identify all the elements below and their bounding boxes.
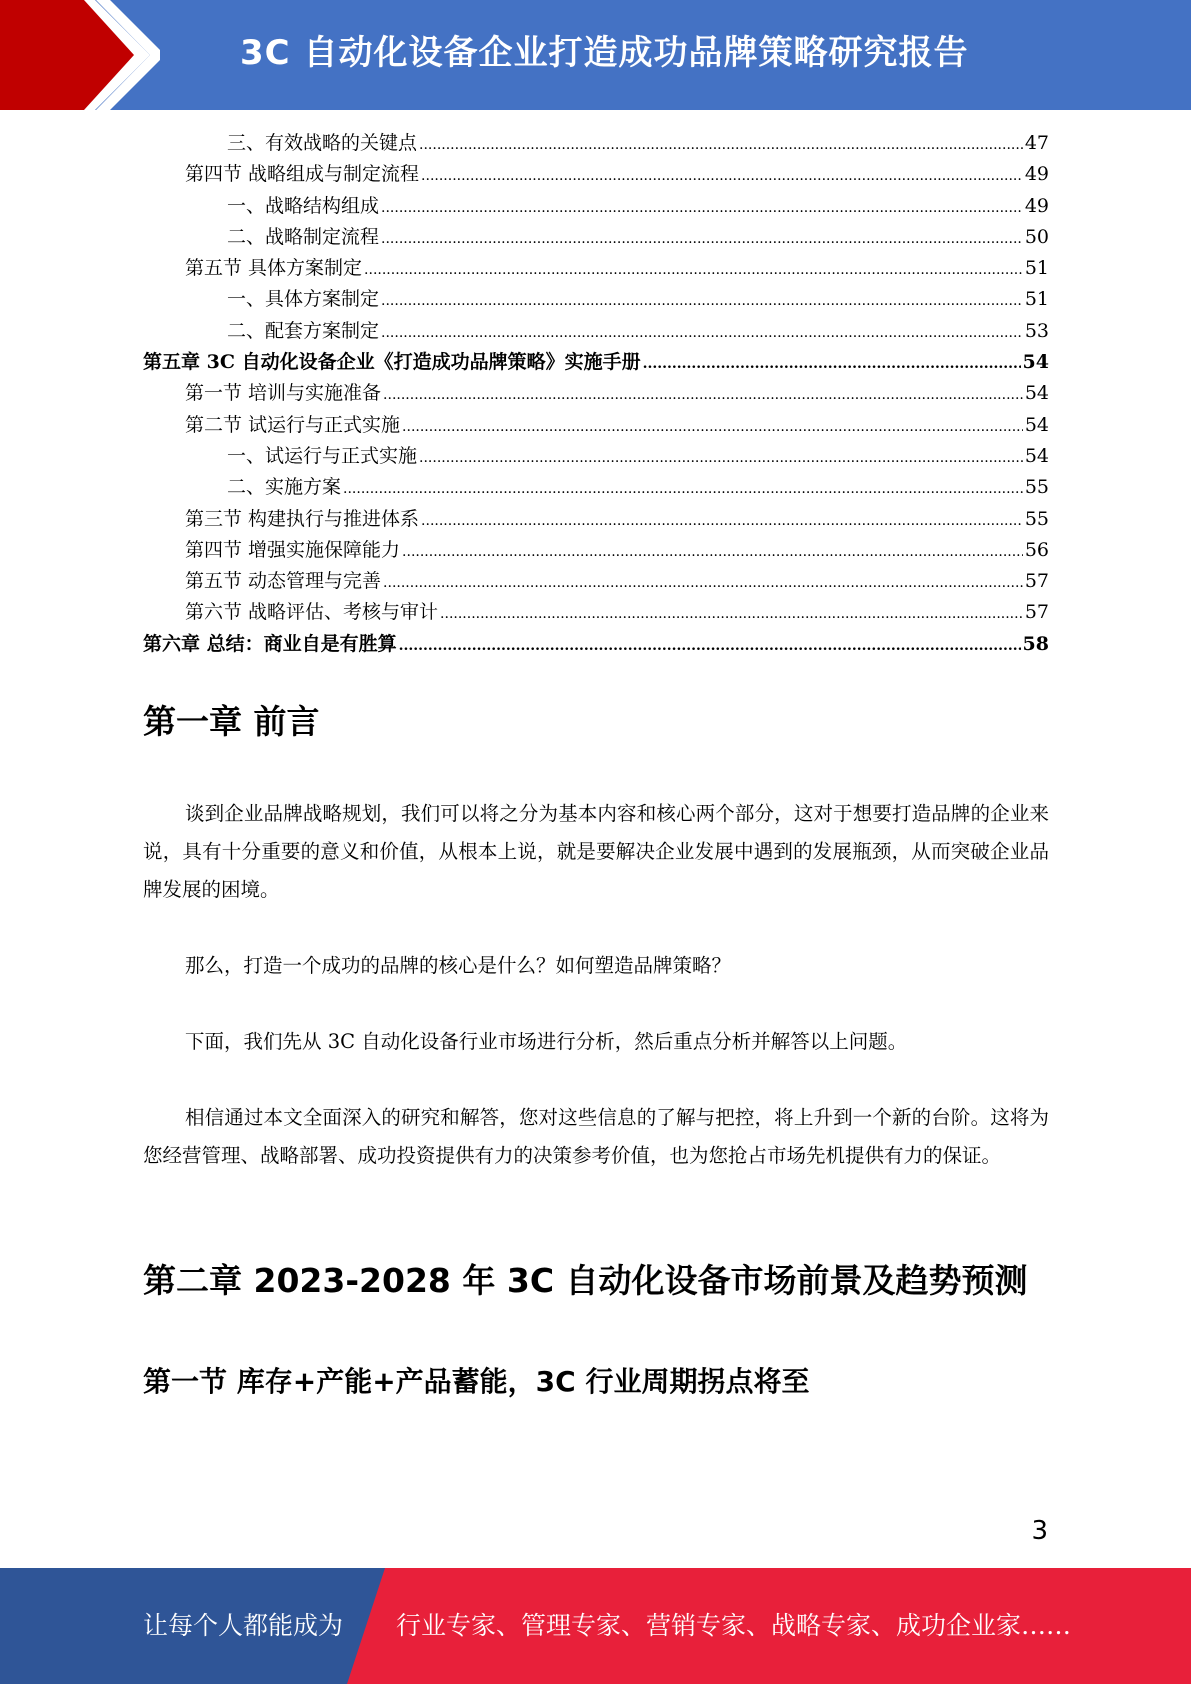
toc-entry-title: 第六章 总结：商业自是有胜算 bbox=[143, 632, 397, 655]
toc-entry[interactable] bbox=[143, 410, 1049, 441]
toc-entry[interactable] bbox=[143, 191, 1049, 222]
toc-dot-leader bbox=[643, 349, 1021, 380]
toc-entry[interactable] bbox=[143, 222, 1049, 253]
toc-dot-leader bbox=[440, 599, 1023, 630]
toc-entry-title: 一、战略结构组成 bbox=[227, 194, 380, 217]
toc-dot-leader bbox=[381, 193, 1023, 224]
toc-page-number: 51 bbox=[1024, 288, 1049, 311]
toc-page-number: 54 bbox=[1024, 444, 1049, 467]
paragraph-2: 那么，打造一个成功的品牌的核心是什么？如何塑造品牌策略？ bbox=[185, 954, 732, 977]
toc-entry[interactable] bbox=[143, 159, 1049, 190]
toc-dot-leader bbox=[343, 474, 1023, 505]
toc-entry[interactable] bbox=[143, 284, 1049, 315]
toc-dot-leader bbox=[399, 631, 1021, 662]
footer-slogan-right: 行业专家、管理专家、营销专家、战略专家、成功企业家…… bbox=[396, 1611, 1072, 1640]
toc-entry-title: 一、具体方案制定 bbox=[227, 288, 380, 311]
toc-page-number: 57 bbox=[1024, 601, 1049, 624]
toc-entry-title: 第一节 培训与实施准备 bbox=[185, 382, 382, 405]
toc-entry[interactable] bbox=[143, 504, 1049, 535]
toc-entry-title: 第五节 动态管理与完善 bbox=[185, 570, 382, 593]
chapter-2-title: 第二章 2023-2028 年 3C 自动化设备市场前景及趋势预测 bbox=[143, 1261, 1028, 1300]
toc-entry-title: 第二节 试运行与正式实施 bbox=[185, 413, 401, 436]
toc-entry[interactable] bbox=[143, 128, 1049, 159]
toc-dot-leader bbox=[402, 537, 1023, 568]
toc-entry-title: 二、配套方案制定 bbox=[227, 319, 380, 342]
toc-entry[interactable] bbox=[143, 472, 1049, 503]
toc-entry[interactable] bbox=[143, 316, 1049, 347]
toc-page-number: 54 bbox=[1022, 351, 1049, 374]
paragraph-1: 谈到企业品牌战略规划，我们可以将之分为基本内容和核心两个部分，这对于想要打造品牌的企业来说，具有十分重要的意义和价值，从根本上说，就是要解决企业发展中遇到的发展瓶颈，从而突破企业品牌发展的困境。 bbox=[143, 802, 1049, 901]
toc-dot-leader bbox=[364, 255, 1023, 286]
toc-dot-leader bbox=[419, 130, 1023, 161]
toc-page-number: 50 bbox=[1024, 225, 1049, 248]
paragraph-4: 相信通过本文全面深入的研究和解答，您对这些信息的了解与把控，将上升到一个新的台阶。这将为您经营管理、战略部署、成功投资提供有力的决策参考价值，也为您抢占市场先机提供有力的保证。 bbox=[143, 1106, 1049, 1167]
toc-dot-leader bbox=[381, 224, 1023, 255]
page-header bbox=[0, 0, 1191, 110]
toc-dot-leader bbox=[381, 286, 1023, 317]
toc-dot-leader bbox=[383, 380, 1023, 411]
toc-entry-title: 第四节 战略组成与制定流程 bbox=[185, 163, 420, 186]
toc-page-number: 55 bbox=[1024, 507, 1049, 530]
toc-page-number: 54 bbox=[1024, 382, 1049, 405]
toc-entry-title: 一、试运行与正式实施 bbox=[227, 444, 418, 467]
toc-dot-leader bbox=[402, 412, 1023, 443]
toc-entry[interactable] bbox=[143, 378, 1049, 409]
toc-entry[interactable] bbox=[143, 629, 1049, 660]
toc-page-number: 51 bbox=[1024, 257, 1049, 280]
toc-page-number: 47 bbox=[1024, 132, 1049, 154]
toc-dot-leader bbox=[421, 506, 1023, 537]
toc-entry-title: 二、实施方案 bbox=[227, 476, 342, 499]
toc-entry-title: 三、有效战略的关键点 bbox=[227, 132, 418, 154]
toc-entry[interactable] bbox=[143, 535, 1049, 566]
toc-entry-title: 二、战略制定流程 bbox=[227, 225, 380, 248]
toc-page-number: 53 bbox=[1024, 319, 1049, 342]
toc-entry[interactable] bbox=[143, 253, 1049, 284]
toc-entry-title: 第五章 3C 自动化设备企业《打造成功品牌策略》实施手册 bbox=[143, 351, 641, 374]
toc-page-number: 55 bbox=[1024, 476, 1049, 499]
toc-dot-leader bbox=[421, 161, 1023, 192]
toc-entry-title: 第四节 增强实施保障能力 bbox=[185, 538, 401, 561]
toc-entry[interactable] bbox=[143, 597, 1049, 628]
page-number: 3 bbox=[1031, 1516, 1048, 1546]
toc-entry[interactable] bbox=[143, 441, 1049, 472]
toc-page-number: 49 bbox=[1024, 163, 1049, 186]
toc-entry[interactable] bbox=[143, 347, 1049, 378]
toc-dot-leader bbox=[381, 318, 1023, 349]
toc-page-number: 49 bbox=[1024, 194, 1049, 217]
section-1-title: 第一节 库存+产能+产品蓄能，3C 行业周期拐点将至 bbox=[143, 1365, 810, 1398]
toc-entry[interactable] bbox=[143, 566, 1049, 597]
toc-entry-title: 第六节 战略评估、考核与审计 bbox=[185, 601, 439, 624]
toc-page-number: 57 bbox=[1024, 570, 1049, 593]
chapter-1-title: 第一章 前言 bbox=[143, 702, 320, 741]
toc-dot-leader bbox=[383, 568, 1023, 599]
toc-page-number: 56 bbox=[1024, 538, 1049, 561]
paragraph-3: 下面，我们先从 3C 自动化设备行业市场进行分析，然后重点分析并解答以上问题。 bbox=[185, 1030, 908, 1053]
header-arrow-decoration bbox=[0, 0, 160, 110]
toc-page-number: 58 bbox=[1022, 632, 1049, 655]
toc-entry-title: 第五节 具体方案制定 bbox=[185, 257, 363, 280]
toc-dot-leader bbox=[419, 443, 1023, 474]
toc-page-number: 54 bbox=[1024, 413, 1049, 436]
footer-slogan-left: 让每个人都能成为 bbox=[143, 1611, 344, 1640]
report-title: 3C 自动化设备企业打造成功品牌策略研究报告 bbox=[240, 33, 969, 73]
toc-entry-title: 第三节 构建执行与推进体系 bbox=[185, 507, 420, 530]
page-footer bbox=[0, 1568, 1191, 1684]
table-of-contents bbox=[143, 128, 1049, 660]
